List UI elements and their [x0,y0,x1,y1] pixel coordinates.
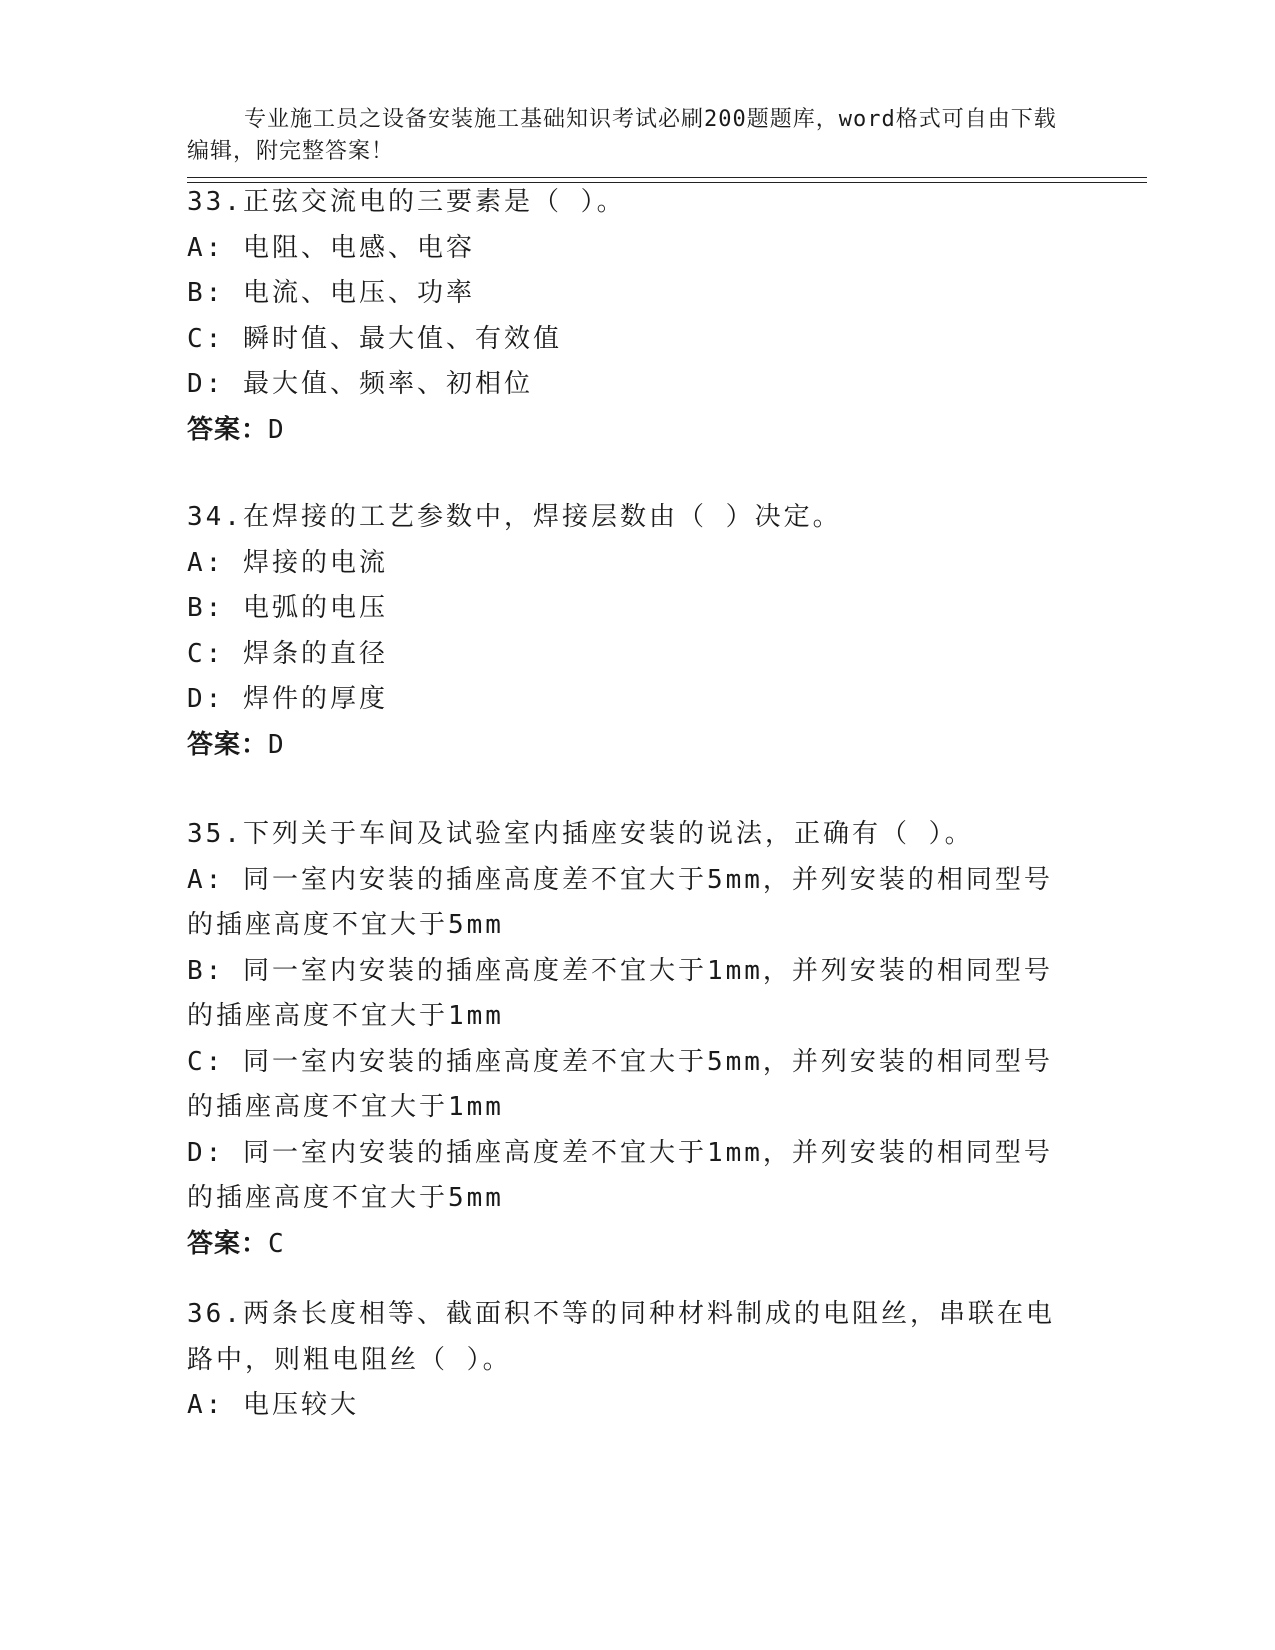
option-b: B: 电流、电压、功率 [187,278,475,308]
option-d: D: 同一室内安装的插座高度差不宜大于1mm，并列安装的相同型号的插座高度不宜大于5mm [187,1137,1053,1213]
header-text: 专业施工员之设备安装施工基础知识考试必刷200题题库，word格式可自由下载编辑，附完整答案！ [187,107,1057,164]
option-a: A: 电阻、电感、电容 [187,232,475,263]
option-a: A: 焊接的电流 [187,547,388,578]
question-35 [187,812,1067,1267]
question-33 [187,180,1067,453]
answer-value: D [268,729,285,760]
option-b: B: 电弧的电压 [187,593,388,623]
question-36 [187,1292,1067,1429]
option-c: C: 焊条的直径 [187,638,388,669]
answer-value: D [268,414,285,445]
question-stem: 34.在焊接的工艺参数中，焊接层数由（ ）决定。 [187,502,842,532]
option-d: D: 最大值、频率、初相位 [187,369,533,399]
answer-value: C [268,1228,285,1259]
question-stem: 35.下列关于车间及试验室内插座安装的说法，正确有（ ）。 [187,819,974,849]
question-stem: 36.两条长度相等、截面积不等的同种材料制成的电阻丝，串联在电路中，则粗电阻丝（ ）。 [187,1299,1055,1375]
option-b: B: 同一室内安装的插座高度差不宜大于1mm，并列安装的相同型号的插座高度不宜大于1mm [187,955,1053,1031]
question-34 [187,495,1067,768]
answer-label: 答案： [187,729,269,760]
answer-label: 答案： [187,1228,269,1259]
option-a: A: 电压较大 [187,1390,359,1420]
option-c: C: 瞬时值、最大值、有效值 [187,323,562,354]
answer [187,723,1067,769]
answer [187,408,1067,454]
question-stem: 33.正弦交流电的三要素是（ ）。 [187,187,626,217]
option-d: D: 焊件的厚度 [187,684,388,714]
option-a: A: 同一室内安装的插座高度差不宜大于5mm，并列安装的相同型号的插座高度不宜大于5mm [187,864,1053,940]
option-c: C: 同一室内安装的插座高度差不宜大于5mm，并列安装的相同型号的插座高度不宜大于1mm [187,1046,1053,1122]
answer [187,1222,1067,1268]
answer-label: 答案： [187,414,269,445]
